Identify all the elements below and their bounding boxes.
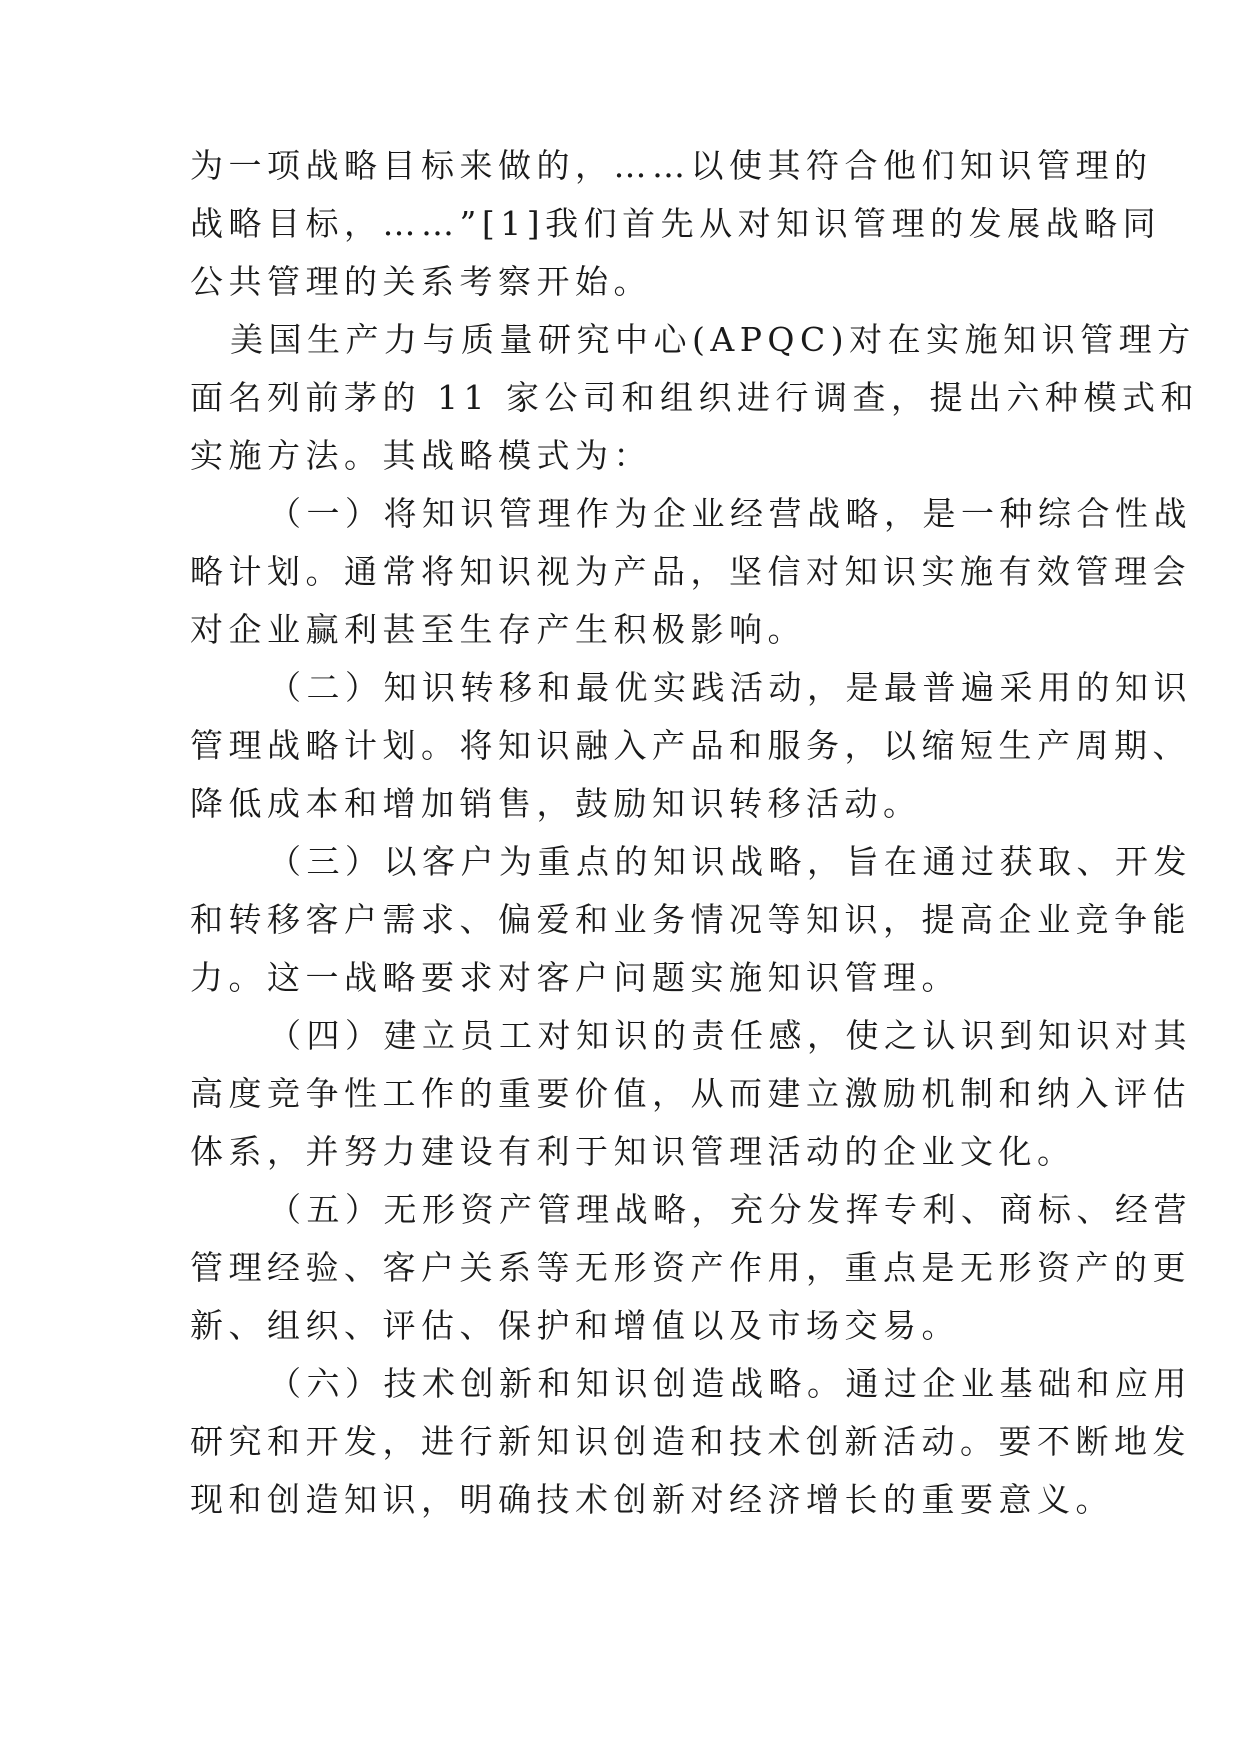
paragraph-line: 实施方法。其战略模式为：: [190, 436, 652, 475]
paragraph-line: （三）以客户为重点的知识战略，旨在通过获取、开发: [268, 842, 1192, 881]
paragraph-line: 现和创造知识，明确技术创新对经济增长的重要意义。: [190, 1480, 1114, 1519]
paragraph-line: 管理经验、客户关系等无形资产作用，重点是无形资产的更: [190, 1248, 1191, 1287]
paragraph-line: 美国生产力与质量研究中心(APQC)对在实施知识管理方: [230, 320, 1196, 359]
paragraph-line: 力。这一战略要求对客户问题实施知识管理。: [190, 958, 960, 997]
paragraph-line: 体系，并努力建设有利于知识管理活动的企业文化。: [190, 1132, 1076, 1171]
paragraph-line: （五）无形资产管理战略，充分发挥专利、商标、经营: [268, 1190, 1192, 1229]
paragraph-line: 新、组织、评估、保护和增值以及市场交易。: [190, 1306, 960, 1345]
paragraph-line: 对企业赢利甚至生存产生积极影响。: [190, 610, 806, 649]
paragraph-line: 和转移客户需求、偏爱和业务情况等知识，提高企业竞争能: [190, 900, 1191, 939]
paragraph-line: 略计划。通常将知识视为产品，坚信对知识实施有效管理会: [190, 552, 1191, 591]
paragraph-line: 公共管理的关系考察开始。: [190, 262, 652, 301]
paragraph-line: （一）将知识管理作为企业经营战略，是一种综合性战: [268, 494, 1192, 533]
paragraph-line: 降低成本和增加销售，鼓励知识转移活动。: [190, 784, 922, 823]
paragraph-line: （六）技术创新和知识创造战略。通过企业基础和应用: [268, 1364, 1192, 1403]
paragraph-line: （四）建立员工对知识的责任感，使之认识到知识对其: [268, 1016, 1192, 1055]
paragraph-line: 高度竞争性工作的重要价值，从而建立激励机制和纳入评估: [190, 1074, 1191, 1113]
paragraph-line: 管理战略计划。将知识融入产品和服务，以缩短生产周期、: [190, 726, 1191, 765]
paragraph-line: 研究和开发，进行新知识创造和技术创新活动。要不断地发: [190, 1422, 1191, 1461]
paragraph-line: （二）知识转移和最优实践活动，是最普遍采用的知识: [268, 668, 1192, 707]
paragraph-line: 为一项战略目标来做的，……以使其符合他们知识管理的: [190, 146, 1153, 185]
paragraph-line: 面名列前茅的 11 家公司和组织进行调查，提出六种模式和: [190, 378, 1199, 417]
paragraph-line: 战略目标，……”[1]我们首先从对知识管理的发展战略同: [190, 204, 1162, 243]
